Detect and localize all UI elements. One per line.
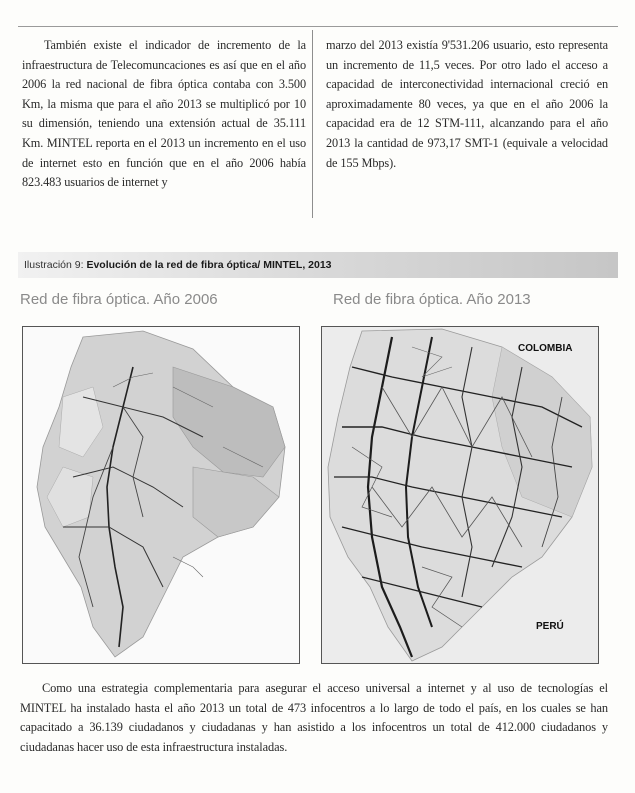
label-colombia: COLOMBIA [518, 343, 573, 354]
top-rule [18, 26, 618, 27]
map-2013-graphic [322, 327, 598, 663]
map-2006-graphic [23, 327, 299, 663]
column-divider [312, 30, 313, 218]
right-text-column [326, 36, 608, 173]
map-2006 [22, 326, 300, 664]
label-peru: PERÚ [536, 621, 564, 632]
map-2013-title: Red de fibra óptica. Año 2013 [333, 291, 531, 308]
map-2013 [321, 326, 599, 664]
figure-caption [18, 252, 618, 278]
bottom-paragraph: Como una estrategia complementaria para asegurar el acceso universal a internet y al uso de tecnologías el MINTEL ha instalado hasta el año 2013 un total de 473 infocentros a lo largo de todo el país, en los cuales se han capacitado a 36.139 ciudadanos y ciudadanas y han asistido a los infocentros un total de 412.000 ciudadanos y ciudadanas hacer uso de esta infraestructura instaladas. [20, 681, 608, 754]
right-paragraph: marzo del 2013 existía 9'531.206 usuario, esto representa un incremento de 11,5 veces. Por otro lado el acceso a capacidad de interconectividad internacional creció en aproximadamente 80 veces, ya que en el año 2006 la capacidad era de 12 STM-111, alcanzando para el año 2013 la cantidad de 973,17 SMT-1 (equivale a velocidad de 155 Mbps). [326, 38, 608, 170]
caption-title: Evolución de la red de fibra óptica/ MINTEL, 2013 [86, 259, 332, 271]
left-paragraph: También existe el indicador de incremento de la infraestructura de Telecomuncaciones es así que en el año 2006 la red nacional de fibra óptica contaba con 3.500 Km, la misma que para el año 2013 se multiplicó por 10 su dimensión, teniendo una extensión actual de 35.111 Km. MINTEL reporta en el 2013 un incremento en el uso de internet esto en función que en el año 2006 había 823.483 usuarios de internet y [22, 38, 306, 190]
map-2006-title: Red de fibra óptica. Año 2006 [20, 291, 218, 308]
left-text-column [22, 36, 306, 193]
caption-prefix: Ilustración 9: [24, 259, 84, 271]
bottom-text-block [20, 679, 608, 757]
